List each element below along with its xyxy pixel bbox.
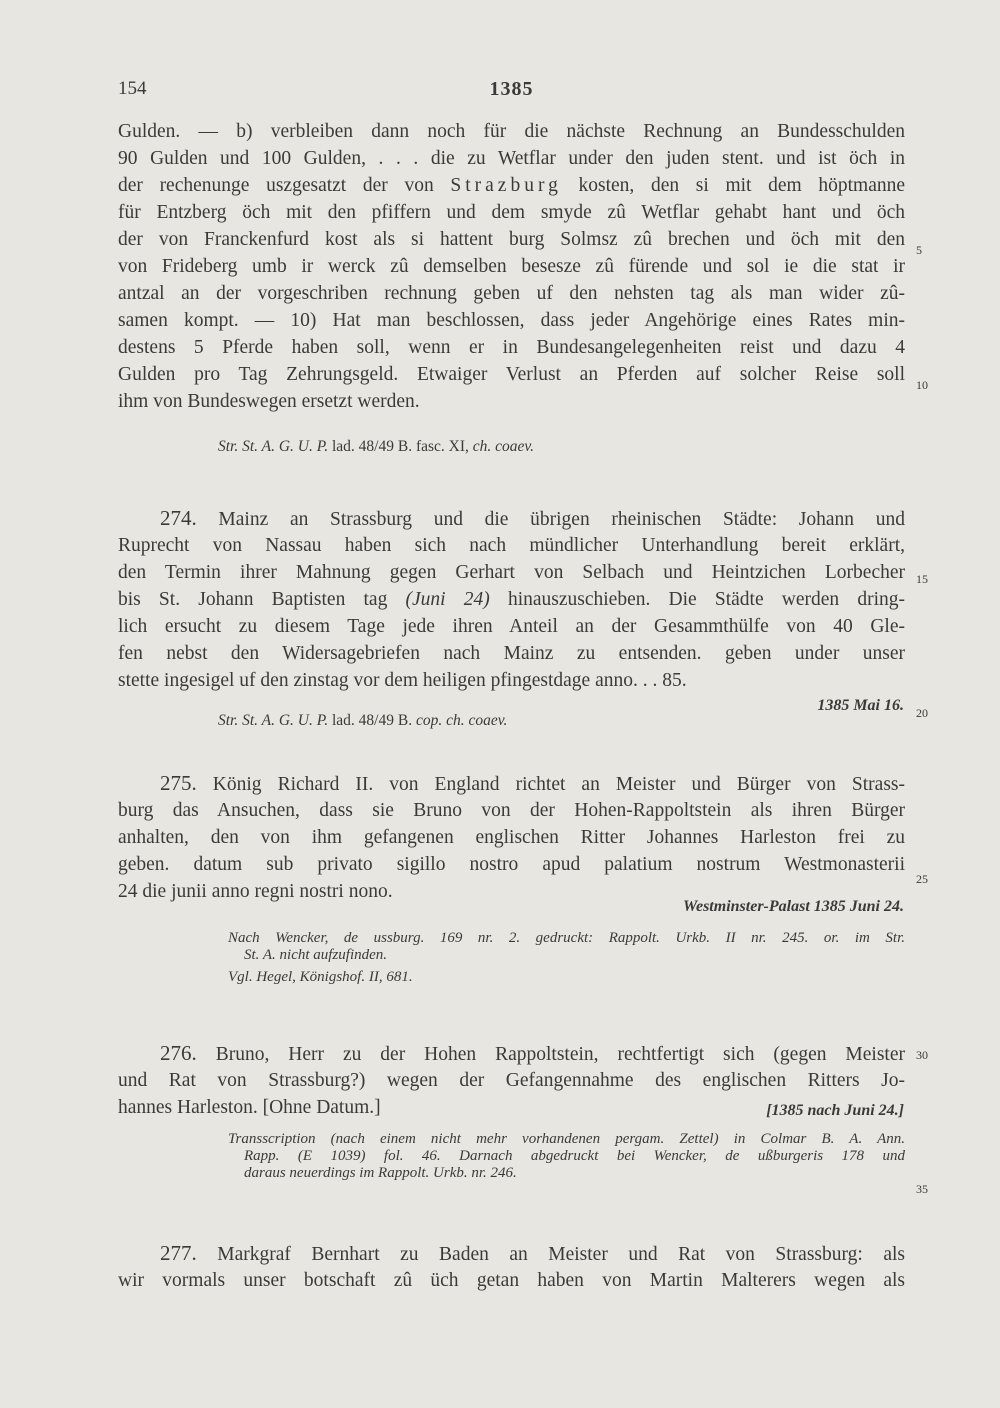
text-line: lich ersucht zu diesem Tage jede ihren Anteil an der Gesammthülfe von 40 Gle- bbox=[118, 616, 905, 637]
text-line: destens 5 Pferde haben soll, wenn er in Bundesangelegenheiten reist und dazu 4 bbox=[118, 337, 905, 358]
text-line: bis St. Johann Baptisten tag (Juni 24) hinauszuschieben. Die Städte werden dring- bbox=[118, 589, 906, 610]
margin-line-number: 5 bbox=[916, 243, 922, 257]
text-line: 275. König Richard II. von England richtet an Meister und Bürger von Strass- bbox=[160, 771, 905, 795]
running-head bbox=[118, 78, 905, 108]
page-number: 154 bbox=[118, 78, 147, 99]
source-citation: Str. St. A. G. U. P. lad. 48/49 B. fasc. XI, ch. coaev. bbox=[218, 438, 534, 455]
text-line: Ruprecht von Nassau haben sich nach mündlicher Unterhandlung bereit erklärt, bbox=[118, 535, 905, 556]
text-line: Gulden pro Tag Zehrungsgeld. Etwaiger Verlust an Pferden auf solcher Reise soll bbox=[118, 364, 905, 385]
text-line: 276. Bruno, Herr zu der Hohen Rappoltstein, rechtfertigt sich (gegen Meister bbox=[160, 1041, 905, 1065]
margin-line-number: 15 bbox=[916, 572, 928, 586]
document-number: 276. bbox=[160, 1041, 197, 1065]
text-line: der rechenunge uszgesatzt der von Strazburg kosten, den si mit dem höptmanne bbox=[118, 175, 906, 196]
editorial-note: Transscription (nach einem nicht mehr vorhandenen pergam. Zettel) in Colmar B. A. Ann. Rapp. (E 1039) fol. 46. Darnach abgedruckt bei Wencker, de ußburgeris 178 und daraus neuerdings im Rappolt. Urkb. nr. 246. bbox=[228, 1131, 905, 1181]
text-line: 277. Markgraf Bernhart zu Baden an Meister und Rat von Strassburg: als bbox=[160, 1241, 905, 1265]
text-line: burg das Ansuchen, dass sie Bruno von der Hohen-Rappoltstein als ihren Bürger bbox=[118, 800, 905, 821]
document-date: 1385 Mai 16. bbox=[817, 697, 904, 714]
document-date: Westminster-Palast 1385 Juni 24. bbox=[682, 898, 904, 915]
document-number: 274. bbox=[160, 506, 197, 530]
text-line: geben. datum sub privato sigillo nostro apud palatium nostrum Westmonasterii bbox=[118, 854, 905, 875]
text-line: den Termin ihrer Mahnung gegen Gerhart von Selbach und Heintzichen Lorbecher bbox=[118, 562, 905, 583]
continuation-paragraph bbox=[118, 118, 905, 415]
spaced-name: Strazburg bbox=[450, 175, 562, 196]
text-line: hannes Harleston. [Ohne Datum.] bbox=[118, 1097, 381, 1118]
text-line: 90 Gulden und 100 Gulden, . . . die zu Wetflar under den juden stent. und ist öch in bbox=[118, 148, 905, 169]
document-number: 277. bbox=[160, 1241, 197, 1265]
document-277 bbox=[118, 1240, 905, 1294]
text-line: 24 die junii anno regni nostri nono. bbox=[118, 881, 393, 902]
text-line: fen nebst den Widersagebriefen nach Mainz zu entsenden. geben under unser bbox=[118, 643, 905, 664]
text-line: ihm von Bundeswegen ersetzt werden. bbox=[118, 391, 420, 412]
text-line: anhalten, den von ihm gefangenen englischen Ritter Johannes Harleston frei zu bbox=[118, 827, 905, 848]
margin-line-number: 25 bbox=[916, 872, 928, 886]
margin-line-number: 30 bbox=[916, 1048, 928, 1062]
text-line: und Rat von Strassburg?) wegen der Gefangennahme des englischen Ritters Jo- bbox=[118, 1070, 905, 1091]
text-line: antzal an der vorgeschriben rechnung geben uf den nehsten tag als man wider zû- bbox=[118, 283, 905, 304]
text-line: samen kompt. — 10) Hat man beschlossen, dass jeder Angehörige eines Rates min- bbox=[118, 310, 905, 331]
document-275 bbox=[118, 770, 905, 905]
text-line: für Entzberg öch mit den pfiffern und dem smyde zû Wetflar gehabt hant und öch bbox=[118, 202, 905, 223]
margin-line-number: 20 bbox=[916, 706, 928, 720]
margin-line-number: 10 bbox=[916, 378, 928, 392]
running-head-year: 1385 bbox=[489, 78, 534, 100]
document-number: 275. bbox=[160, 771, 197, 795]
text-line: stette ingesigel uf den zinstag vor dem heiligen pfingestdage anno. . . 85. bbox=[118, 670, 687, 691]
margin-line-number: 35 bbox=[916, 1182, 928, 1196]
document-date: [1385 nach Juni 24.] bbox=[766, 1102, 904, 1119]
text-line: Gulden. — b) verbleiben dann noch für die nächste Rechnung an Bundesschulden bbox=[118, 121, 905, 142]
text-line: von Frideberg umb ir werck zû demselben besesze zû fürende und sol ie die stat ir bbox=[118, 256, 905, 277]
text-line: der von Franckenfurd kost als si hattent burg Solmsz zû brechen und öch mit den bbox=[118, 229, 905, 250]
document-274 bbox=[118, 505, 905, 694]
source-citation: Str. St. A. G. U. P. lad. 48/49 B. cop. ch. coaev. bbox=[218, 712, 508, 729]
text-line: wir vormals unser botschaft zû üch getan haben von Martin Malterers wegen als bbox=[118, 1270, 905, 1291]
editorial-note: Nach Wencker, de ussburg. 169 nr. 2. gedruckt: Rappolt. Urkb. II nr. 245. or. im Str. St. A. nicht aufzufinden. Vgl. Hegel, Königshof. II, 681. bbox=[228, 930, 905, 985]
text-line: 274. Mainz an Strassburg und die übrigen rheinischen Städte: Johann und bbox=[160, 506, 905, 530]
